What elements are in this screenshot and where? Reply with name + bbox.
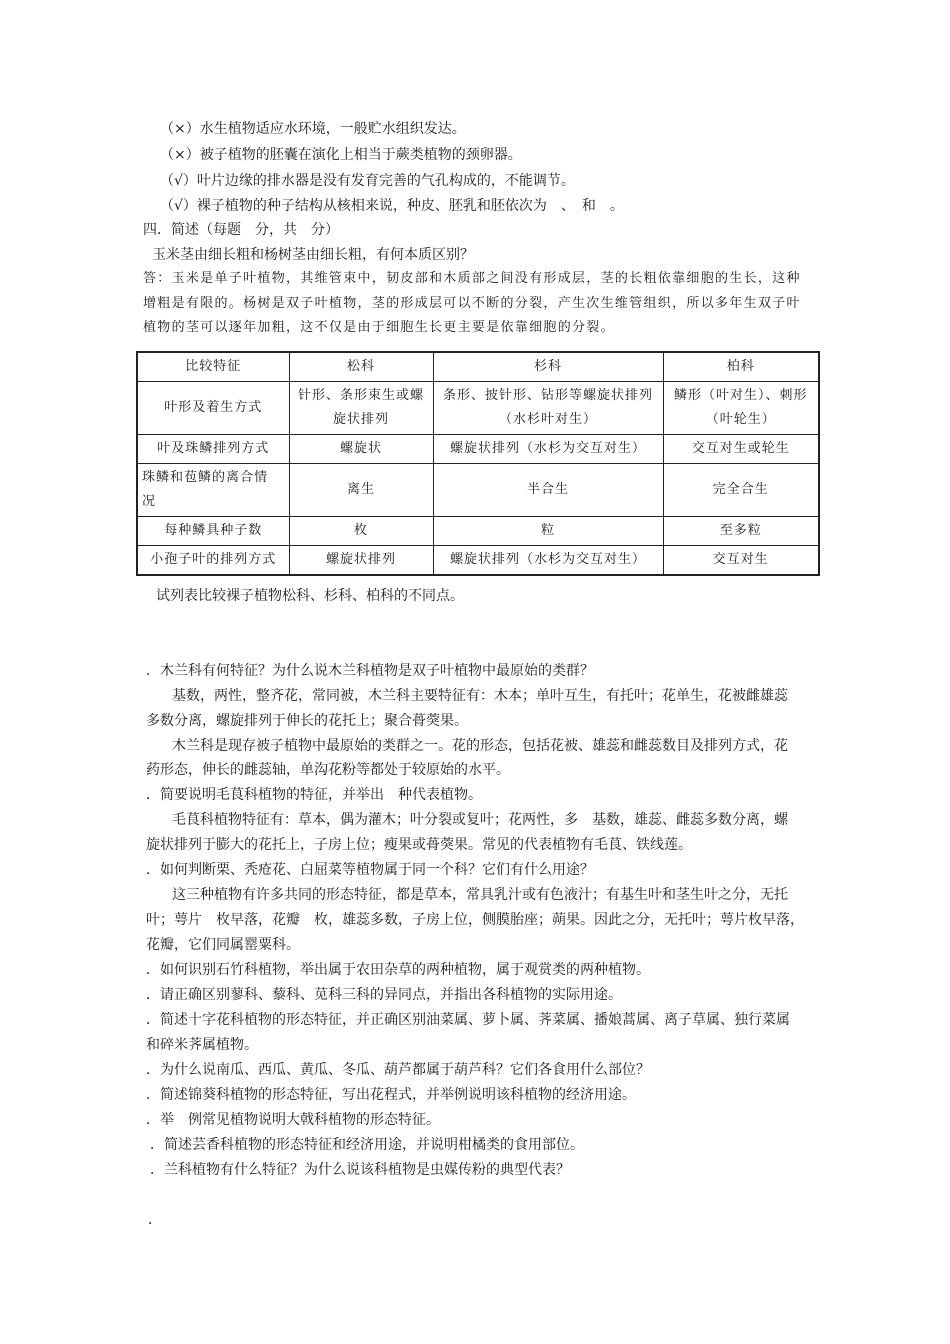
table-header: 比较特征 (137, 352, 289, 382)
table-header: 杉科 (433, 352, 663, 382)
table-cell: 完全合生 (663, 464, 819, 517)
question-text: ．为什么说南瓜、西瓜、黄瓜、冬瓜、葫芦都属于葫芦科？它们各食用什么部位？ (146, 1062, 650, 1078)
answer-line: 这三种植物有许多共同的形态特征，都是草本，常具乳汁或有色液汁；有基生叶和茎生叶之分，无托 (172, 887, 788, 903)
table-cell: 离生 (289, 464, 433, 517)
table-cell: 粒 (433, 517, 663, 546)
answer-line: 基数，两性，整齐花，常同被，木兰科主要特征有：木本；单叶互生，有托叶；花单生，花被雌雄蕊 (172, 688, 788, 704)
cell-line: 旋状排列 (332, 412, 389, 427)
table-row (137, 546, 819, 576)
table-cell: 螺旋状 (289, 435, 433, 464)
table-row (137, 382, 819, 435)
table-cell: 枚 (289, 517, 433, 546)
judgment-item: （×）水生植物适应水环境，一般贮水组织发达。 (160, 121, 466, 137)
question-text: ．举 例常见植物说明大戟科植物的形态特征。 (146, 1112, 440, 1128)
question-text: ．简述十字花科植物的形态特征，并正确区别油菜属、萝卜属、荠菜属、播娘蒿属、离子草属、独行菜属 (146, 1012, 790, 1028)
cell-line: 条形、披针形、钻形等螺旋状排列 (442, 388, 653, 403)
answer-line: 药形态，伸长的雌蕊轴，单沟花粉等都处于较原始的水平。 (146, 762, 510, 778)
table-cell (137, 464, 289, 517)
judgment-item: （√）叶片边缘的排水器是没有发育完善的气孔构成的，不能调节。 (160, 173, 575, 189)
question-text: 玉米茎由细长粗和杨树茎由细长粗，有何本质区别？ (152, 247, 474, 263)
table-cell: 至多粒 (663, 517, 819, 546)
answer-line: 和碎米荠属植物。 (146, 1037, 258, 1053)
table-row (137, 464, 819, 517)
question-text: ．请正确区别蓼科、藜科、苋科三科的异同点，并指出各科植物的实际用途。 (146, 987, 622, 1003)
question-text: ．简述芸香科植物的形态特征和经济用途，并说明柑橘类的食用部位。 (150, 1137, 584, 1153)
question-text: ．简要说明毛茛科植物的特征，并举出 种代表植物。 (146, 787, 482, 803)
table-cell: 叶及珠鳞排列方式 (137, 435, 289, 464)
table-cell: 交互对生 (663, 546, 819, 576)
table-header-row (137, 352, 819, 382)
answer-line: 旋状排列于膨大的花托上，子房上位；瘦果或蓇葖果。常见的代表植物有毛茛、铁线莲。 (146, 837, 692, 853)
table-cell: 叶形及着生方式 (137, 382, 289, 435)
answer-line: 答：玉米是单子叶植物，其维管束中，韧皮部和木质部之间没有形成层，茎的长粗依靠细胞的生长，这种 (143, 271, 801, 286)
answer-line: 多数分离，螺旋排列于伸长的花托上；聚合蓇葖果。 (146, 713, 468, 729)
table-cell: 小孢子叶的排列方式 (137, 546, 289, 576)
table-cell: 螺旋状排列 (289, 546, 433, 576)
answer-line: 毛茛科植物特征有：草本，偶为灌木；叶分裂或复叶；花两性，多 基数，雄蕊、雌蕊多数分离，螺 (172, 812, 788, 828)
table-cell: 交互对生或轮生 (663, 435, 819, 464)
question-text: ．兰科植物有什么特征？为什么说该科植物是虫媒传粉的典型代表？ (150, 1162, 570, 1178)
table-cell: 半合生 (433, 464, 663, 517)
comparison-table (136, 351, 820, 576)
table-caption: 试列表比较裸子植物松科、杉科、柏科的不同点。 (156, 588, 464, 604)
table-row (137, 517, 819, 546)
table-cell: 每种鳞具种子数 (137, 517, 289, 546)
question-text: ．如何识别石竹科植物，举出属于农田杂草的两种植物，属于观赏类的两种植物。 (146, 962, 650, 978)
answer-line: 木兰科是现存被子植物中最原始的类群之一。花的形态，包括花被、雄蕊和雌蕊数目及排列方式，花 (172, 738, 788, 754)
cell-line: 针形、条形束生或螺 (297, 388, 424, 403)
table-cell: 螺旋状排列（水杉为交互对生） (433, 435, 663, 464)
table-cell (433, 382, 663, 435)
judgment-item: （×）被子植物的胚囊在演化上相当于蕨类植物的颈卵器。 (160, 147, 522, 163)
table-cell: 螺旋状排列（水杉为交互对生） (433, 546, 663, 576)
answer-line: 增粗是有限的。杨树是双子叶植物，茎的形成层可以不断的分裂，产生次生维管组织，所以多年生双子叶 (143, 296, 801, 311)
table-header: 松科 (289, 352, 433, 382)
question-text: ．如何判断栗、秃疮花、白屈菜等植物属于同一个科？它们有什么用途？ (146, 862, 594, 878)
cell-line: （叶轮生） (705, 412, 776, 427)
table-row (137, 435, 819, 464)
table-header: 柏科 (663, 352, 819, 382)
answer-line: 叶；萼片 枚早落，花瓣 枚，雄蕊多数，子房上位，侧膜胎座；蒴果。因此之分，无托叶；萼片枚早落， (146, 912, 804, 928)
cell-line: 况 (142, 494, 157, 509)
cell-line: （水杉叶对生） (498, 412, 597, 427)
cell-line: 珠鳞和苞鳞的离合情 (142, 470, 269, 485)
answer-line: 植物的茎可以逐年加粗，这不仅是由于细胞生长更主要是依靠细胞的分裂。 (143, 320, 615, 335)
table-cell (663, 382, 819, 435)
cell-line: 鳞形（叶对生）、刺形 (673, 388, 808, 403)
section-heading: 四．简述（每题 分，共 分） (143, 222, 339, 238)
question-text: ．简述锦葵科植物的形态特征，写出花程式，并举例说明该科植物的经济用途。 (146, 1087, 636, 1103)
trailing-mark: ． (148, 1212, 162, 1228)
table-cell (289, 382, 433, 435)
question-text: ．木兰科有何特征？为什么说木兰科植物是双子叶植物中最原始的类群？ (146, 663, 594, 679)
judgment-item: （√）裸子植物的种子结构从核相来说，种皮、胚乳和胚依次为 、 和 。 (160, 198, 624, 214)
answer-line: 花瓣，它们同属罂粟科。 (146, 937, 300, 953)
